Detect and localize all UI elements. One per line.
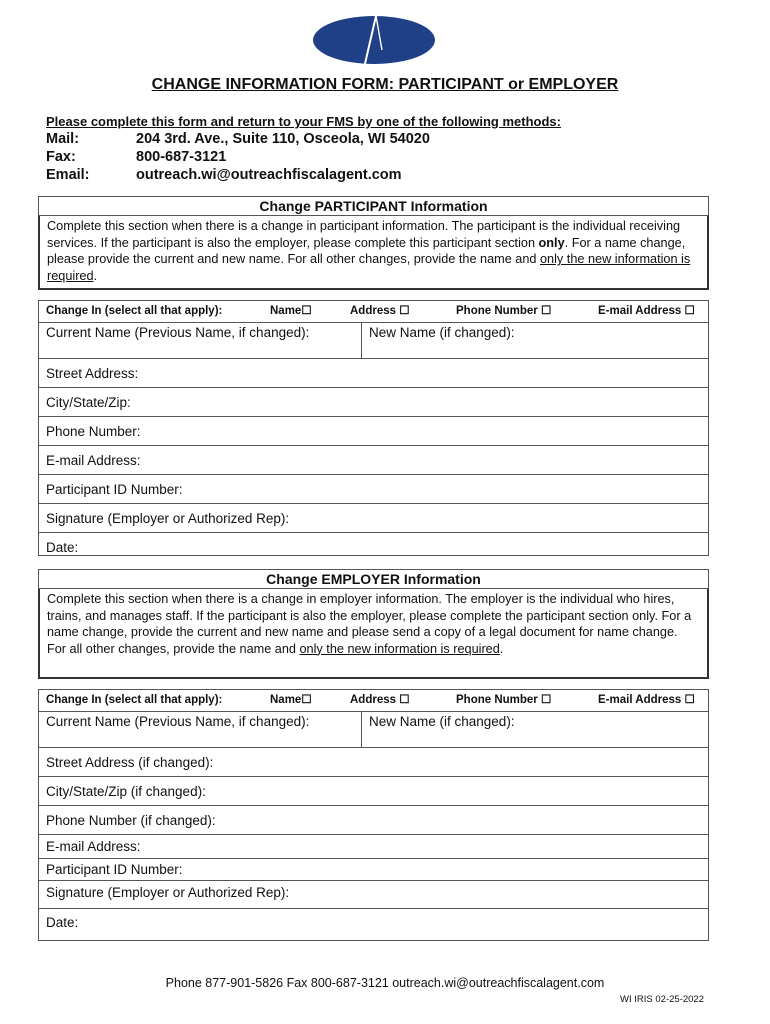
employer-form [38,689,709,941]
participant-section-heading: Change PARTICIPANT Information [38,196,709,216]
contact-email: Email: outreach.wi@outreachfiscalagent.com [46,167,402,183]
form-version: WI IRIS 02-25-2022 [620,994,704,1005]
employer-email-checkbox[interactable]: E-mail Address ☐ [598,694,695,706]
employer-name-checkbox[interactable]: Name☐ [270,694,312,706]
participant-name-checkbox[interactable]: Name☐ [270,305,312,317]
employer-names-row [39,712,708,748]
employer-address-checkbox[interactable]: Address ☐ [350,694,410,706]
participant-email-checkbox[interactable]: E-mail Address ☐ [598,305,695,317]
participant-names-row [39,323,708,359]
footer-contact: Phone 877-901-5826 Fax 800-687-3121 outreach.wi@outreachfiscalagent.com [165,976,605,990]
employer-date-field[interactable]: Date: [46,914,79,930]
employer-section-heading: Change EMPLOYER Information [38,569,709,589]
participant-date-field[interactable]: Date: [46,539,79,555]
contact-mail: Mail: 204 3rd. Ave., Suite 110, Osceola, WI 54020 [46,131,430,147]
employer-description: Complete this section when there is a change in employer information. The employer is the individual who hires, trains, and manages staff. If the participant is also the employer, please complete the participant section only. For a name change, provide the current and new name and please send a copy of a legal document for name change. For all other changes, provide the name and only the new information is required. [38,589,709,679]
instructions: Please complete this form and return to your FMS by one of the following methods: [46,114,561,129]
employer-email-field[interactable]: E-mail Address: [39,835,708,859]
participant-signature-field[interactable]: Signature (Employer or Authorized Rep): [39,504,708,533]
company-logo [312,14,436,66]
participant-current-name-field[interactable]: Current Name (Previous Name, if changed): [39,323,362,358]
participant-city-field[interactable]: City/State/Zip: [39,388,708,417]
participant-form [38,300,709,556]
employer-city-field[interactable]: City/State/Zip (if changed): [39,777,708,806]
form-title: CHANGE INFORMATION FORM: PARTICIPANT or EMPLOYER [151,76,619,93]
participant-address-checkbox[interactable]: Address ☐ [350,305,410,317]
employer-phone-checkbox[interactable]: Phone Number ☐ [456,694,552,706]
participant-id-field[interactable]: Participant ID Number: [39,475,708,504]
participant-change-in-row: Change In (select all that apply): Name☐ Address ☐ Phone Number ☐ E-mail Address ☐ [39,301,708,323]
employer-street-field[interactable]: Street Address (if changed): [39,748,708,777]
employer-current-name-field[interactable]: Current Name (Previous Name, if changed): [39,712,362,747]
participant-email-field[interactable]: E-mail Address: [39,446,708,475]
employer-signature-field[interactable]: Signature (Employer or Authorized Rep): [39,881,708,909]
employer-new-name-field[interactable]: New Name (if changed): [369,714,515,729]
employer-change-in-row: Change In (select all that apply): Name☐ Address ☐ Phone Number ☐ E-mail Address ☐ [39,690,708,712]
contact-block [46,130,430,184]
employer-id-field[interactable]: Participant ID Number: [39,859,708,881]
participant-phone-checkbox[interactable]: Phone Number ☐ [456,305,552,317]
participant-new-name-field[interactable]: New Name (if changed): [369,325,515,340]
participant-phone-field[interactable]: Phone Number: [39,417,708,446]
participant-street-field[interactable]: Street Address: [39,359,708,388]
participant-description: Complete this section when there is a change in participant information. The participant is the individual receiving services. If the participant is also the employer, please complete this participant section only. For a name change, please provide the current and new name. For all other changes, provide the name and only the new information is required. [38,216,709,290]
employer-phone-field[interactable]: Phone Number (if changed): [39,806,708,835]
contact-fax: Fax: 800-687-3121 [46,149,227,165]
